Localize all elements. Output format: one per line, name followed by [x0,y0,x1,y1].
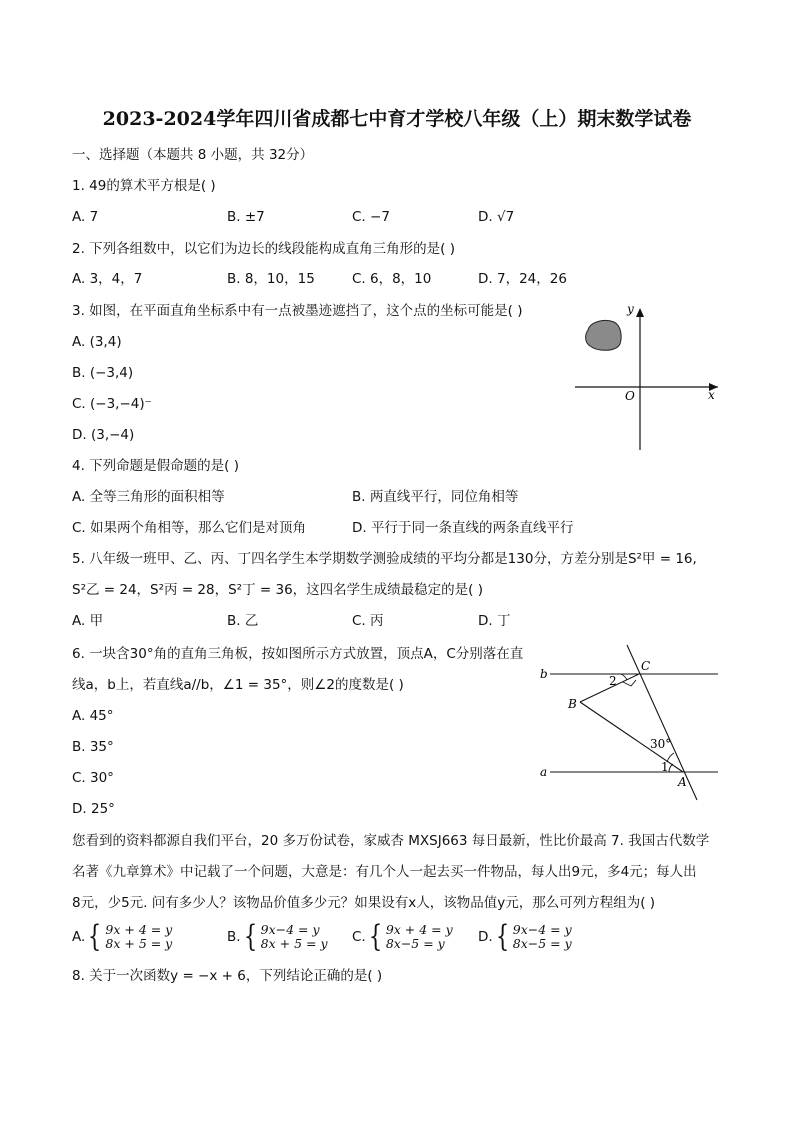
ink-blot [586,320,621,350]
label-point-c: C [641,659,651,673]
equation-row-2: 8x + 5 = y [105,936,173,951]
option-label: D. [478,929,493,945]
section-heading: 一、选择题（本题共 8 小题，共 32分） [72,147,314,163]
q2-option-b: B. 8，10，15 [227,271,315,287]
equation-row-1: 9x−4 = y [260,922,320,937]
question-6-line-2: 线a，b上，若直线a//b，∠1 = 35°，则∠2的度数是( ) [72,677,404,693]
q6-option-a: A. 45° [72,708,114,724]
equation-row-1: 9x + 4 = y [385,922,453,937]
q3-option-c: C. (−3,−4)⁻ [72,396,152,412]
option-label: A. [72,929,86,945]
equation-row-2: 8x−5 = y [512,936,572,951]
q7-option-b: B. { 9x−4 = y 8x + 5 = y [227,919,328,954]
question-5-line-2: S²乙 = 24，S²丙 = 28，S²丁 = 36，这四名学生成绩最稳定的是( ) [72,582,483,598]
q1-option-a: A. 7 [72,209,99,225]
x-axis-label: x [708,388,715,402]
q4-option-a: A. 全等三角形的面积相等 [72,489,225,505]
q2-option-a: A. 3，4，7 [72,271,143,287]
triangle-figure [535,640,725,805]
q7-option-a: A. { 9x + 4 = y 8x + 5 = y [72,919,173,954]
question-4-stem: 4. 下列命题是假命题的是( ) [72,458,239,474]
q1-option-d: D. √7 [478,209,515,225]
label-a: a [540,765,548,779]
q5-option-c: C. 丙 [352,613,384,629]
label-point-a: A [678,775,687,789]
q7-option-c: C. { 9x + 4 = y 8x−5 = y [352,919,453,954]
angle-30-label: 30° [650,737,672,751]
equation-row-2: 8x + 5 = y [260,936,328,951]
q1-option-b: B. ±7 [227,209,265,225]
q6-option-b: B. 35° [72,739,114,755]
coordinate-figure [570,300,725,455]
q2-option-d: D. 7，24，26 [478,271,567,287]
q5-option-d: D. 丁 [478,613,511,629]
question-6-line-1: 6. 一块含30°角的直角三角板，按如图所示方式放置，顶点A，C分别落在直 [72,646,524,662]
option-label: B. [227,929,241,945]
q1-option-c: C. −7 [352,209,390,225]
label-point-b: B [568,697,577,711]
q3-option-b: B. (−3,4) [72,365,134,381]
y-axis-arrow [636,308,644,317]
question-7-line-3: 8元，少5元. 问有多少人？该物品价值多少元？如果设有x人，该物品值y元，那么可列方程组为( ) [72,895,656,911]
option-label: C. [352,929,366,945]
origin-label: O [625,389,635,403]
angle-2-arc [621,674,627,680]
question-1-stem: 1. 49的算术平方根是( ) [72,178,216,194]
question-5-line-1: 5. 八年级一班甲、乙、丙、丁四名学生本学期数学测验成绩的平均分都是130分，方差分别是S²甲 = 16, [72,551,697,567]
question-3-stem: 3. 如图，在平面直角坐标系中有一点被墨迹遮挡了，这个点的坐标可能是( ) [72,303,523,319]
question-7-line-2: 名著《九章算术》中记载了一个问题，大意是：有几个人一起去买一件物品，每人出9元，多4元；每人出 [72,864,697,880]
q4-option-c: C. 如果两个角相等，那么它们是对顶角 [72,520,307,536]
q2-option-c: C. 6，8，10 [352,271,432,287]
question-2-stem: 2. 下列各组数中，以它们为边长的线段能构成直角三角形的是( ) [72,241,455,257]
q4-option-b: B. 两直线平行，同位角相等 [352,489,519,505]
q3-option-a: A. (3,4) [72,334,122,350]
q6-option-d: D. 25° [72,801,115,817]
label-b: b [540,667,548,681]
y-axis-label: y [627,302,634,316]
q5-option-a: A. 甲 [72,613,104,629]
equation-row-1: 9x−4 = y [512,922,572,937]
q5-option-b: B. 乙 [227,613,259,629]
question-8-stem: 8. 关于一次函数y = −x + 6，下列结论正确的是( ) [72,968,383,984]
page-title: 2023-2024学年四川省成都七中育才学校八年级（上）期末数学试卷 [102,108,692,130]
equation-row-2: 8x−5 = y [385,936,445,951]
q3-option-d: D. (3,−4) [72,427,135,443]
angle-2-label: 2 [609,674,617,688]
q7-option-d: D. { 9x−4 = y 8x−5 = y [478,919,572,954]
angle-1-label: 1 [661,760,669,774]
equation-row-1: 9x + 4 = y [105,922,173,937]
q4-option-d: D. 平行于同一条直线的两条直线平行 [352,520,574,536]
q6-option-c: C. 30° [72,770,114,786]
question-7-line-1: 您看到的资料都源自我们平台，20 多万份试卷，家威杏 MXSJ663 每日最新，性比价最高 7. 我国古代数学 [72,833,710,849]
